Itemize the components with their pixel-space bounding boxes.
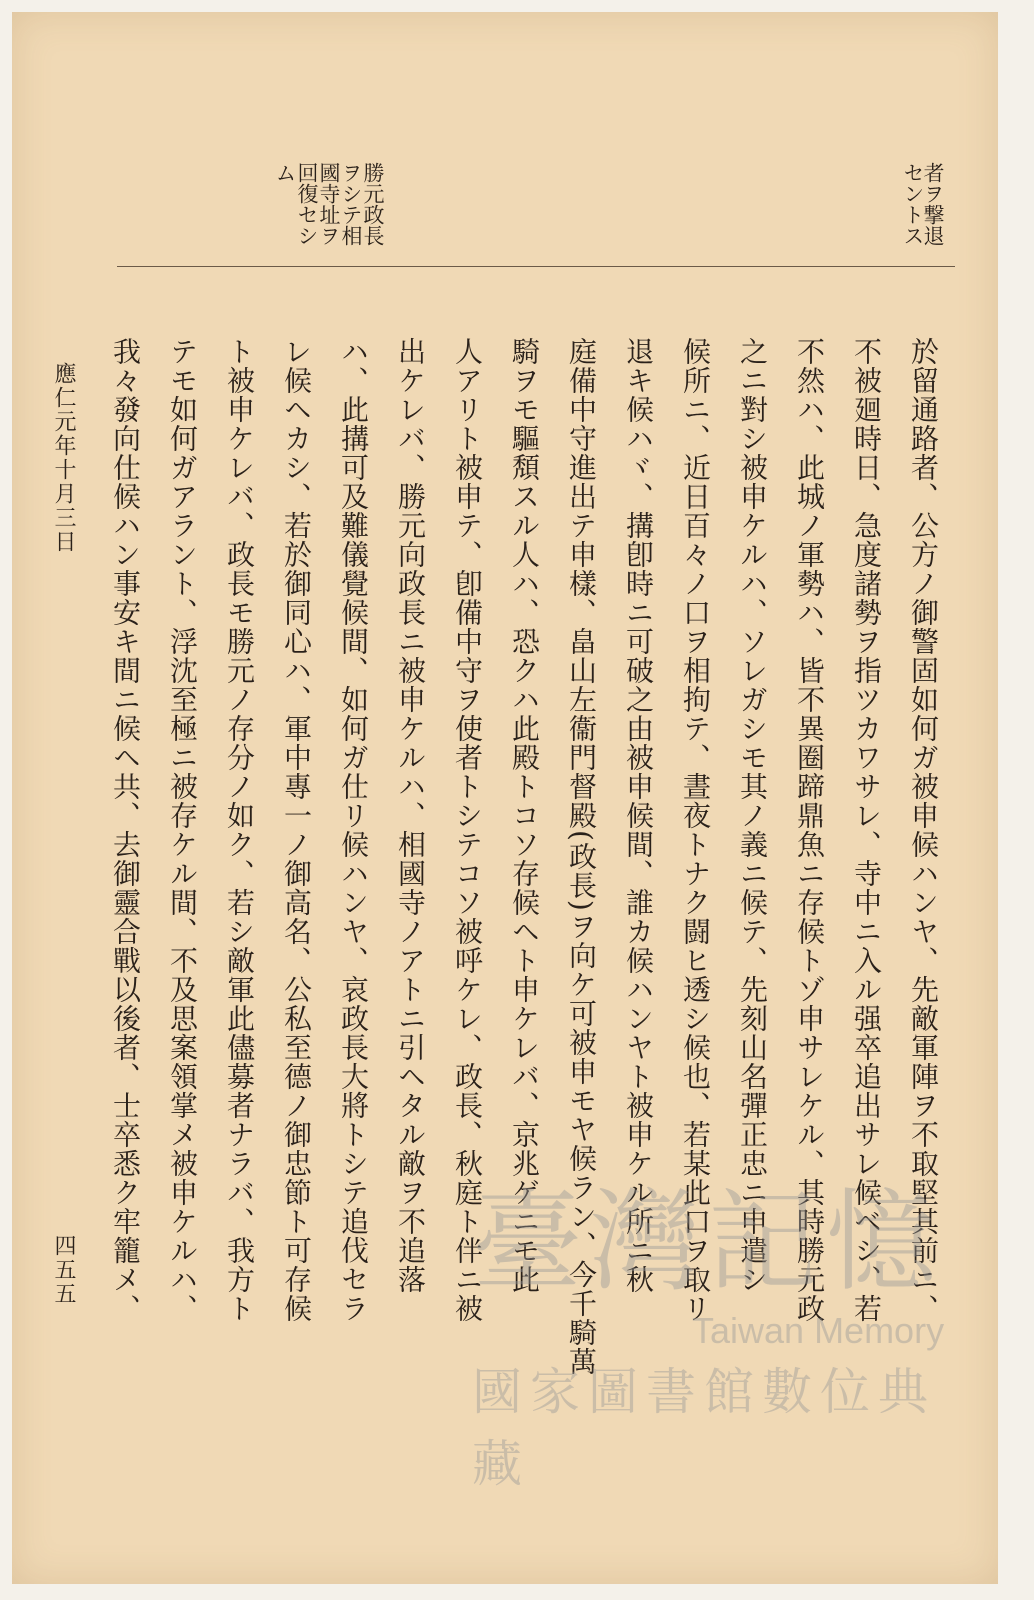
body-column-4: 之ニ對シ被申ケルハ、ソレガシモ其ノ義ニ候テ、先刻山名彈正忠ニ申遣シ: [736, 337, 769, 1294]
head-note-left-line-1: 勝元政長: [361, 162, 385, 246]
head-note-right-line-1: 者ヲ撃退: [921, 162, 945, 246]
body-column-10: 出ケレバ、勝元向政長ニ被申ケルハ、相國寺ノアトニ引ヘタル敵ヲ不追落: [394, 337, 427, 1294]
body-column-7: 庭備中守進出テ申樣、畠山左衞門督殿(政長)ヲ向ケ可被申モヤ候ラン、今千騎萬: [565, 337, 598, 1376]
library-watermark: [472, 1178, 972, 1493]
head-note-left-line-5: ム: [273, 162, 297, 183]
watermark-title: 臺灣記憶: [472, 1178, 944, 1306]
watermark-english: Taiwan Memory: [692, 1310, 945, 1351]
body-column-3: 不然ハ、此城ノ軍勢ハ、皆不異圈蹄鼎魚ニ存候トゾ申サレケル、其時勝元政: [793, 337, 826, 1323]
head-note-right-line-2: セントス: [901, 162, 925, 246]
body-column-9: 人アリト被申テ、卽備中守ヲ使者トシテコソ被呼ケレ、政長、秋庭ト伴ニ被: [451, 337, 484, 1323]
body-column-1: 於留通路者、公方ノ御警固如何ガ被申候ハンヤ、先敵軍陣ヲ不取堅其前ニ、: [907, 337, 940, 1323]
head-note-left-line-4: 回復セシ: [295, 162, 319, 246]
running-date: 應仁元年十月三日: [51, 362, 76, 554]
head-note-left-line-2: ヲシテ相: [339, 162, 363, 246]
body-column-8: 騎ヲモ驅頽スル人ハ、恐クハ此殿トコソ存候ヘト申ケレバ、京兆ゲニモ此: [508, 337, 541, 1294]
document-page: [12, 12, 998, 1584]
watermark-subtitle: 國家圖書館數位典藏: [472, 1363, 936, 1493]
body-column-13: ト被申ケレバ、政長モ勝元ノ存分ノ如ク、若シ敵軍此儘募者ナラバ、我方ト: [223, 337, 256, 1323]
body-column-15: 我々發向仕候ハン事安キ間ニ候ヘ共、去御靈合戰以後者、士卒悉ク牢籠メ、: [109, 337, 142, 1323]
body-column-11: ハ、此搆可及難儀覺候間、如何ガ仕リ候ハンヤ、哀政長大將トシテ追伐セラ: [337, 337, 370, 1323]
header-rule: [117, 266, 955, 267]
body-column-2: 不被廻時日、急度諸勢ヲ指ツカワサレ、寺中ニ入ル强卒追出サレ候ベシ、若: [850, 337, 883, 1323]
body-column-12: レ候ヘカシ、若於御同心ハ、軍中專一ノ御高名、公私至德ノ御忠節ト可存候: [280, 337, 313, 1323]
body-column-5: 候所ニ、近日百々ノ口ヲ相拘テ、晝夜トナク闘ヒ透シ候也、若某此口ヲ取リ: [679, 337, 712, 1323]
body-column-14: テモ如何ガアラント、浮沈至極ニ被存ケル間、不及思案領掌メ被申ケルハ、: [166, 337, 199, 1323]
head-note-left-line-3: 國寺址ヲ: [317, 162, 341, 246]
page-number: 四五五: [51, 1234, 76, 1306]
body-column-6: 退キ候ハヾ、搆卽時ニ可破之由被申候間、誰カ候ハンヤト被申ケル所ニ秋: [622, 337, 655, 1294]
